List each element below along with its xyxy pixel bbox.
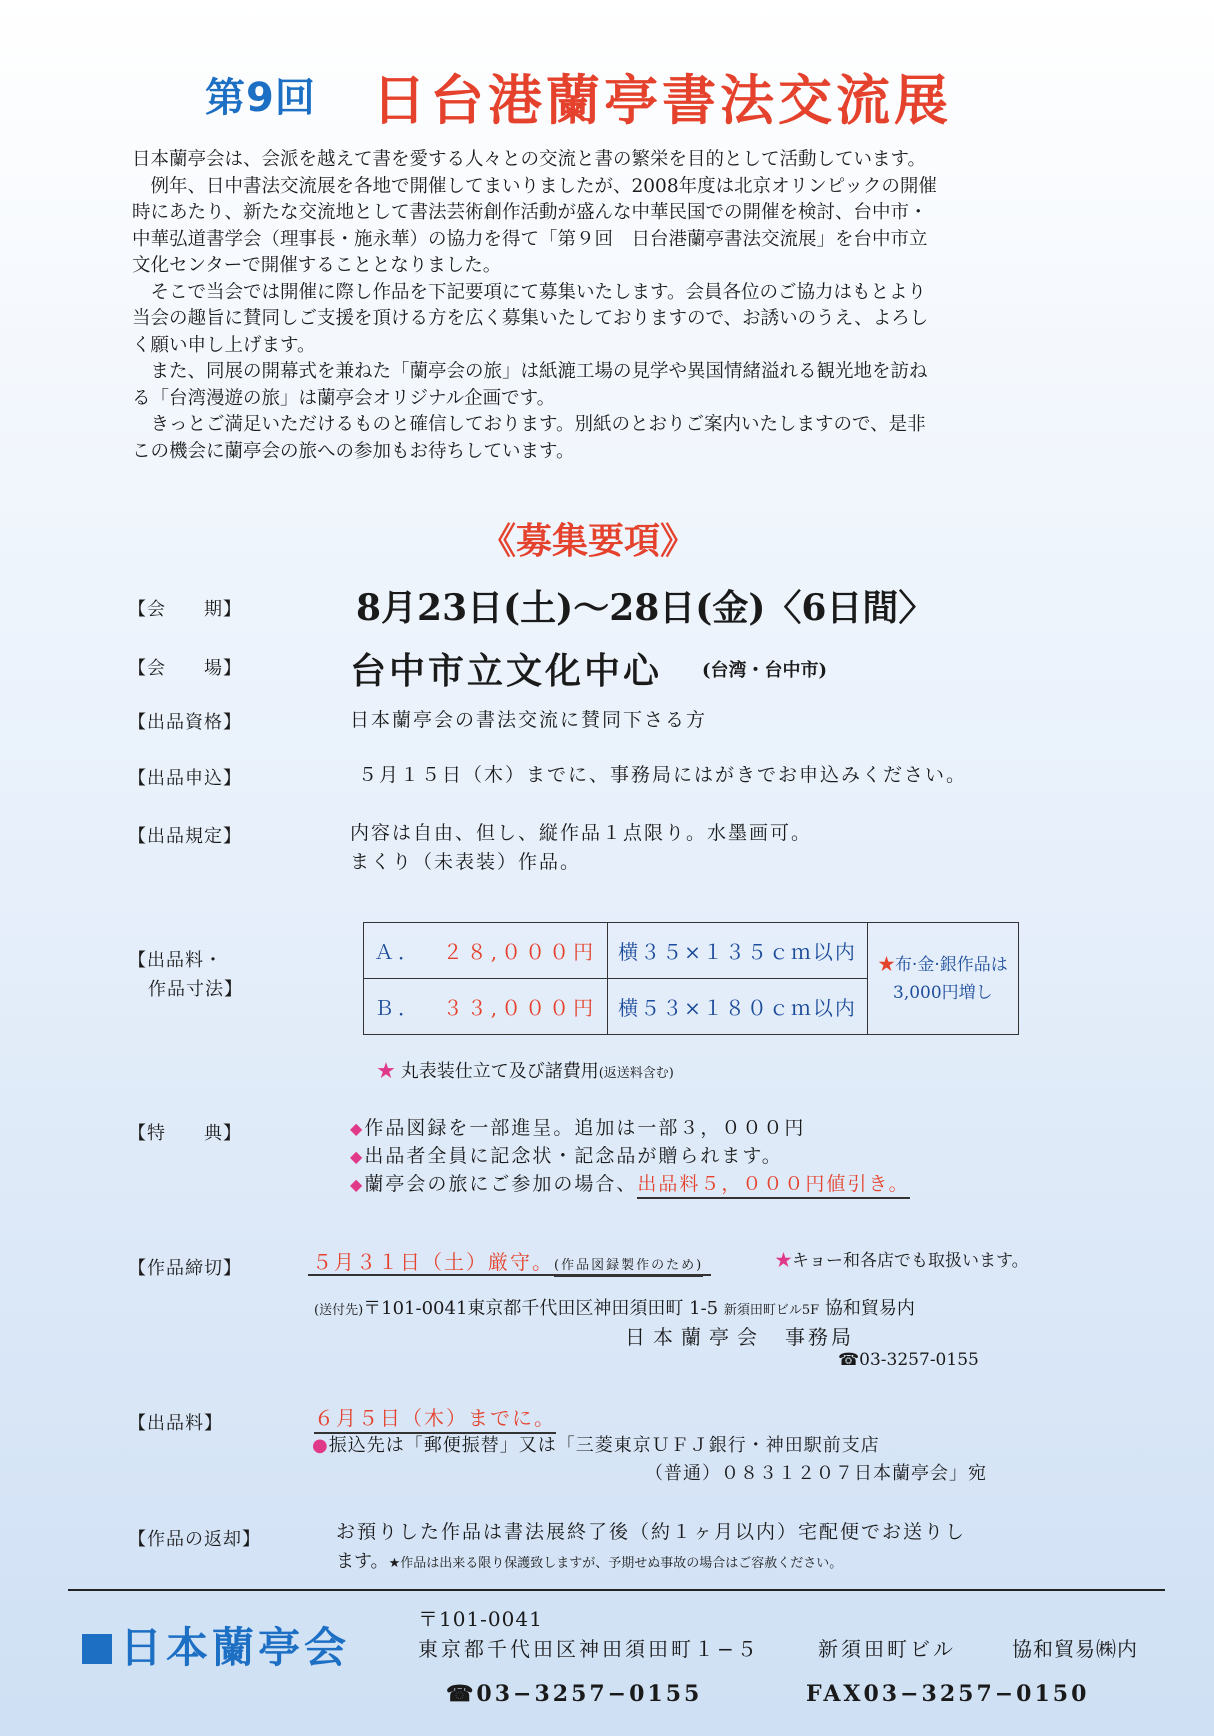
- fee-footnote-small: (返送料含む): [598, 1066, 674, 1081]
- intro-line: 中華弘道書学会（理事長・施永華）の協力を得て「第９回 日台港蘭亭書法交流展」を台中市立: [132, 229, 928, 250]
- fee-note-line2: 3,000円増し: [893, 982, 993, 1003]
- benefit-discount: 出品料５，０００円値引き。: [637, 1173, 909, 1199]
- fee-footnote-text: 丸表装仕立て及び諸費用: [400, 1061, 599, 1082]
- return-line2: [336, 1547, 842, 1573]
- diamond-icon: ◆: [350, 1147, 365, 1166]
- star-icon: ★: [877, 954, 895, 975]
- intro-line: 時にあたり、新たな交流地として書法芸術創作活動が盛んな中華民国での開催を検討、台中市・: [132, 202, 928, 223]
- intro-line: そこで当会では開催に際し作品を下記要項にて募集いたします。会員各位のご協力はもとより: [132, 282, 927, 303]
- fee-size-cell: 横３５×１３５ｃｍ以内: [608, 923, 868, 979]
- intro-line: く願い申し上げます。: [132, 335, 316, 356]
- edition-label: 第9回: [205, 75, 316, 121]
- intro-line: 文化センターで開催することとなりました。: [132, 255, 502, 276]
- send-address-text: 〒101-0041東京都千代田区神田須田町 1-5: [363, 1298, 719, 1319]
- venue-sub: (台湾・台中市): [702, 660, 828, 681]
- return-small: ★作品は出来る限り保護致しますが、予期せぬ事故の場合はご容赦ください。: [388, 1556, 843, 1571]
- rules-line2: まくり（未表装）作品。: [350, 851, 582, 873]
- send-building: 新須田町ビル5F: [723, 1303, 820, 1318]
- fee-plan-cell: [364, 979, 608, 1035]
- shop-note: [775, 1246, 1029, 1271]
- application-value: ５月１５日（木）までに、事務局にはがきでお申込みください。: [358, 764, 968, 786]
- office-suffix: 事務局: [785, 1325, 854, 1349]
- return-line1: お預りした作品は書法展終了後（約１ヶ月以内）宅配便でお送りし: [336, 1521, 967, 1543]
- return-label: 【作品の返却】: [128, 1529, 261, 1550]
- fee-payment-value: [314, 1402, 556, 1431]
- benefits-label: 【特 典】: [128, 1123, 242, 1144]
- intro-line: また、同展の開幕式を兼ねた「蘭亭会の旅」は紙漉工場の見学や異国情緒溢れる観光地を訪ね: [132, 361, 928, 382]
- bank-text: 振込先は「郵便振替」又は「三菱東京ＵＦＪ銀行・神田駅前支店: [328, 1435, 880, 1456]
- bank-line1: [312, 1431, 880, 1457]
- send-address: [314, 1294, 915, 1320]
- rules-label: 【出品規定】: [128, 826, 242, 847]
- deadline-label: 【作品締切】: [128, 1258, 242, 1279]
- bank-line2: （普通）０８３１２０７日本蘭亭会」宛: [645, 1463, 987, 1484]
- benefit-item: [350, 1141, 783, 1168]
- rules-line1: 内容は自由、但し、縦作品１点限り。水墨画可。: [350, 822, 813, 844]
- deadline-date: ５月３１日（土）厳守。: [312, 1250, 554, 1274]
- footer-building: 新須田町ビル: [818, 1637, 956, 1661]
- plan-letter: Ａ．: [374, 940, 422, 964]
- period-label: 【会 期】: [128, 599, 242, 620]
- footer-address: 東京都千代田区神田須田町１−５: [418, 1637, 760, 1661]
- bullet-icon: ●: [312, 1435, 329, 1456]
- fees-label-2: 作品寸法】: [148, 979, 243, 1000]
- fee-payment-date: ６月５日（木）までに。: [314, 1406, 556, 1434]
- period-value: 8月23日(土)〜28日(金)〈6日間〉: [356, 587, 935, 629]
- footer-divider: [68, 1589, 1165, 1591]
- plan-amount: ２８,０００円: [442, 940, 598, 964]
- plan-letter: Ｂ．: [374, 996, 422, 1020]
- intro-line: この機会に蘭亭会の旅への参加もお待ちしています。: [132, 441, 575, 462]
- intro-line: 当会の趣旨に賛同しご支援を頂ける方を広く募集いたしておりますので、お誘いのうえ、よろし: [132, 308, 929, 329]
- eligibility-value: 日本蘭亭会の書法交流に賛同下さる方: [350, 709, 708, 731]
- office-tel: ☎03-3257-0155: [838, 1350, 979, 1370]
- fees-label-1: 【出品料・: [128, 950, 223, 971]
- fee-table: [363, 922, 1019, 1035]
- benefit-item: [350, 1169, 910, 1196]
- send-company: 協和貿易内: [824, 1298, 915, 1319]
- intro-line: 例年、日中書法交流展を各地で開催してまいりましたが、2008年度は北京オリンピックの開催: [132, 176, 937, 197]
- office-name: 日本蘭亭会: [625, 1325, 765, 1349]
- footer-fax: FAX03−3257−0150: [806, 1681, 1090, 1707]
- star-icon: ★: [775, 1251, 792, 1271]
- page-title: 日台港蘭亭書法交流展: [372, 68, 952, 132]
- benefit-text: 蘭亭会の旅にご参加の場合、: [364, 1173, 638, 1195]
- intro-line: きっとご満足いただけるものと確信しております。別紙のとおりご案内いたしますので、是非: [132, 414, 926, 435]
- footer-company: 協和貿易㈱内: [1012, 1637, 1138, 1661]
- footer-org: [82, 1615, 350, 1675]
- table-row: [364, 923, 1019, 979]
- benefit-item: [350, 1113, 805, 1140]
- deadline-small: (作品図録製作のため): [554, 1258, 703, 1277]
- intro-line: る「台湾漫遊の旅」は蘭亭会オリジナル企画です。: [132, 388, 556, 409]
- section-heading: 《募集要項》: [480, 520, 697, 562]
- fee-note-cell: [867, 923, 1018, 1035]
- fee-size-cell: 横５３×１８０ｃｍ以内: [608, 979, 868, 1035]
- venue-label: 【会 場】: [128, 658, 242, 679]
- intro-line: 日本蘭亭会は、会派を越えて書を愛する人々との交流と書の繁栄を目的として活動しています。: [132, 149, 927, 170]
- shop-note-text: キョー和各店でも取扱います。: [792, 1251, 1029, 1271]
- send-prefix: (送付先): [314, 1303, 364, 1318]
- eligibility-label: 【出品資格】: [128, 712, 242, 733]
- plan-amount: ３３,０００円: [442, 996, 598, 1020]
- footer-org-name: 日本蘭亭会: [120, 1623, 351, 1672]
- venue-value: 台中市立文化中心: [350, 650, 663, 692]
- diamond-icon: ◆: [350, 1175, 365, 1194]
- benefit-text: 出品者全員に記念状・記念品が贈られます。: [364, 1145, 783, 1167]
- footer-tel: ☎03−3257−0155: [446, 1681, 703, 1707]
- footer-zip: 〒101-0041: [418, 1607, 543, 1631]
- diamond-icon: ◆: [350, 1119, 365, 1138]
- square-icon: [82, 1634, 112, 1664]
- fee-payment-label: 【出品料】: [128, 1413, 223, 1434]
- application-label: 【出品申込】: [128, 768, 242, 789]
- fee-footnote: [377, 1057, 674, 1083]
- deadline-value: [312, 1246, 703, 1275]
- deadline-underline: [308, 1274, 711, 1276]
- office-line: [625, 1321, 854, 1350]
- star-icon: ★: [377, 1061, 395, 1082]
- return-line2-text: ます。: [336, 1551, 389, 1572]
- fee-note-line1: 布·金·銀作品は: [894, 954, 1008, 975]
- benefit-text: 作品図録を一部進呈。追加は一部３，０００円: [364, 1117, 806, 1139]
- fee-plan-cell: [364, 923, 608, 979]
